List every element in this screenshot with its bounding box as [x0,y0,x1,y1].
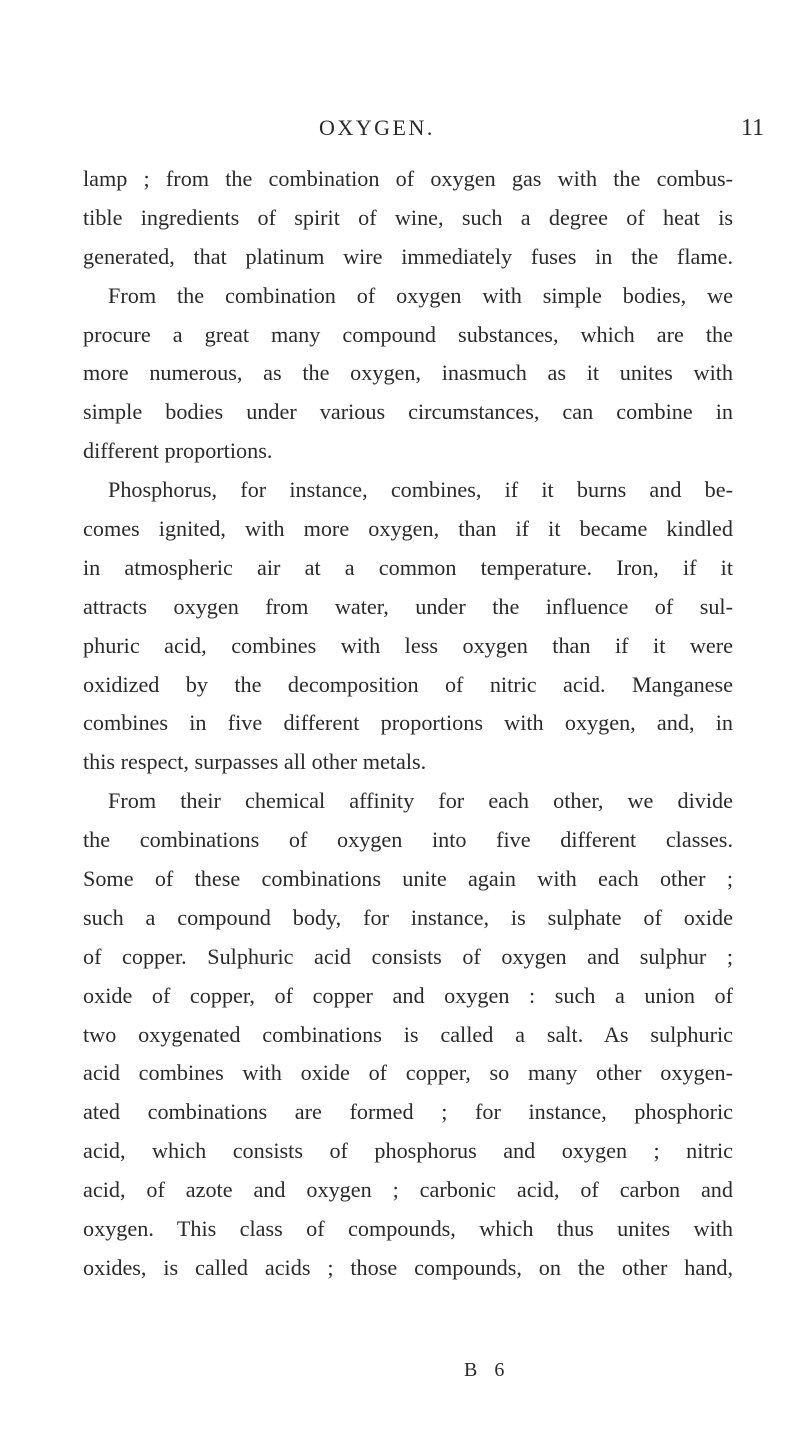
paragraph-end-line: different proportions. [83,438,273,464]
text-line: simple bodies under various circumstances, can combine in [83,399,733,425]
text-line: Some of these combinations unite again with each other ; [83,866,733,892]
text-line: two oxygenated combinations is called a salt. As sulphuric [83,1021,733,1047]
text-line: oxygen. This class of compounds, which thus unites with [83,1216,733,1242]
running-head [0,112,800,144]
text-line: oxidized by the decomposition of nitric acid. Manganese [83,671,733,697]
paragraph-start-line: From the combination of oxygen with simple bodies, we [108,282,733,308]
running-title: OXYGEN. [319,115,435,140]
text-line: in atmospheric air at a common temperature. Iron, if it [83,554,733,580]
text-line: oxide of copper, of copper and oxygen : such a union of [83,982,733,1008]
text-line: phuric acid, combines with less oxygen than if it were [83,632,733,658]
page-number: 11 [741,115,765,141]
text-line: oxides, is called acids ; those compounds, on the other hand, [83,1254,733,1280]
text-line: procure a great many compound substances, which are the [83,321,733,347]
text-line: attracts oxygen from water, under the influence of sul- [83,593,733,619]
paragraph-start-line: Phosphorus, for instance, combines, if it burns and be- [108,477,733,503]
text-line: the combinations of oxygen into five different classes. [83,827,733,853]
text-line: acid, of azote and oxygen ; carbonic acid, of carbon and [83,1177,733,1203]
text-line: lamp ; from the combination of oxygen gas with the combus- [83,166,733,191]
text-line: more numerous, as the oxygen, inasmuch as it unites with [83,360,733,386]
paragraph-end-line: this respect, surpasses all other metals. [83,749,427,775]
text-line: comes ignited, with more oxygen, than if it became kindled [83,516,733,542]
body-text [83,160,733,1288]
text-line: tible ingredients of spirit of wine, such a degree of heat is [83,204,733,230]
text-line: combines in five different proportions with oxygen, and, in [83,710,733,736]
signature-mark: B 6 [464,1359,511,1381]
text-line: acid, which consists of phosphorus and oxygen ; nitric [83,1138,733,1164]
paragraph-start-line: From their chemical affinity for each other, we divide [108,788,733,814]
text-line: such a compound body, for instance, is sulphate of oxide [83,904,733,930]
text-line: of copper. Sulphuric acid consists of oxygen and sulphur ; [83,943,733,969]
text-line: generated, that platinum wire immediately fuses in the flame. [83,243,733,269]
text-line: acid combines with oxide of copper, so many other oxygen- [83,1060,733,1086]
text-line: ated combinations are formed ; for instance, phosphoric [83,1099,733,1125]
